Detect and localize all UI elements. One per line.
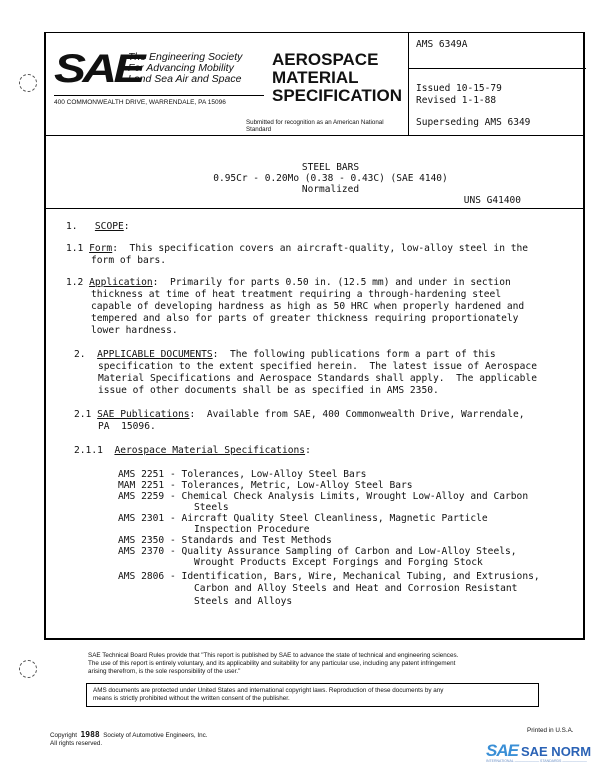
section-2-1-1: 2.1.1 Aerospace Material Specifications: bbox=[74, 445, 311, 456]
board-rules-disclaimer: SAE Technical Board Rules provide that "This report is published by SAE to advance the state of technical and engineering sciences. The use of this report is entirely voluntary, and its applicability and suitability for any particular use, including any patent infringement arising therefrom, is the sole responsibility of the user." bbox=[88, 652, 459, 675]
list-item: AMS 2370 - Quality Assurance Sampling of Carbon and Low-Alloy Steels, bbox=[118, 546, 517, 557]
title-line-3: Normalized bbox=[301, 184, 360, 195]
title-line-1: STEEL BARS bbox=[301, 162, 360, 173]
header-left bbox=[46, 33, 408, 135]
sae-norm-logo-icon: SAE bbox=[486, 741, 518, 760]
section-2-1: 2.1 SAE Publications: Available from SAE, 400 Commonwealth Drive, Warrendale, bbox=[74, 409, 525, 420]
sae-norm-watermark: SAE SAE NORM INTERNATIONAL ——————— STANDARDS ——————— bbox=[486, 741, 592, 763]
section-1-2: 1.2 Application: Primarily for parts 0.50 in. (12.5 mm) and under in section bbox=[66, 277, 511, 288]
sae-tagline: The Engineering Society For Advancing Mobility Land Sea Air and Space bbox=[128, 51, 243, 85]
section-2: 2. APPLICABLE DOCUMENTS: The following publications form a part of this bbox=[74, 349, 496, 360]
list-item: AMS 2350 - Standards and Test Methods bbox=[118, 535, 332, 546]
list-item: AMS 2251 - Tolerances, Low-Alloy Steel Bars bbox=[118, 469, 367, 480]
section-1-1: 1.1 Form: This specification covers an aircraft-quality, low-alloy steel in the bbox=[66, 243, 529, 254]
list-item: MAM 2251 - Tolerances, Metric, Low-Alloy Steel Bars bbox=[118, 480, 413, 491]
sae-address: 400 COMMONWEALTH DRIVE, WARRENDALE, PA 15096 bbox=[54, 95, 264, 106]
sae-logo: SAE bbox=[54, 47, 142, 91]
revision-info bbox=[409, 69, 586, 129]
list-item: AMS 2301 - Aircraft Quality Steel Cleanliness, Magnetic Particle bbox=[118, 513, 488, 524]
spec-frame: SAE The Engineering Society For Advancing Mobility Land Sea Air and Space 400 COMMONWEALTH DRIVE, WARRENDALE, PA 15096 AEROSPACE MATERIAL SPECIFICATION Submitted for recognition as an American National Standard AMS 6349A Issued 10-15-79 Revised 1-1-88 Superseding AMS 6349 STEEL BARS 0.95Cr - 0.20Mo (0.38 - 0.43C) (SAE 4140) Normalized UNS G41400 1. SCOPE: 1.1 Form: This specification covers an aircraft-quality, low-alloy steel in the form of bars. 1.2 Application: Primarily for parts 0.50 in. (12.5 mm) and under in section thickness at time of heat treatment requiring a through-hardening steel capable of developing hardness as high as 50 HRC when properly hardened and tempered and also for parts of greater thickness requiring proportionately lower hardness. 2. APPLICABLE DOCUMENTS: The following publications form a part of this specification to the extent specified herein. The latest issue of Aerospace Material Specifications and Aerospace Standards shall apply. The applicable issue of other documents shall be as specified in AMS 2350. 2.1 SAE Publications: Available from SAE, 400 Commonwealth Drive, Warrendale, PA 15096. 2.1.1 Aerospace Material Specifications: AMS 2251 - Tolerances, Low-Alloy Steel Bars MAM 2251 - Tolerances, Metric, Low-Alloy Steel Bars AMS 2259 - Chemical Check Analysis Limits, Wrought Low-Alloy and Carbon Steels AMS 2301 - Aircraft Quality Steel Cleanliness, Magnetic Particle Inspection Procedure AMS 2350 - Standards and Test Methods AMS 2370 - Quality Assurance Sampling of Carbon and Low-Alloy Steels, Wrought Products Except Forgings and Forging Stock AMS 2806 - Identification, Bars, Wire, Mechanical Tubing, and Extrusions, Carbon and Alloy Steels and Heat and Corrosion Resistant Steels and Alloys bbox=[44, 32, 585, 640]
copyright-notice-box: AMS documents are protected under United States and international copyright laws. Reproduction of these documents by any means is strictly prohibited without the written consent of the publisher. bbox=[86, 683, 539, 707]
list-item: AMS 2806 - Identification, Bars, Wire, Mechanical Tubing, and Extrusions, bbox=[118, 571, 540, 582]
rights-reserved: All rights reserved. bbox=[50, 740, 103, 747]
copyright-line: Copyright 1988 Society of Automotive Engineers, Inc. All rights reserved. bbox=[50, 730, 208, 747]
document-number: AMS 6349A bbox=[409, 33, 586, 69]
header-right bbox=[408, 33, 586, 135]
punch-hole-top bbox=[19, 74, 37, 92]
printed-in: Printed in U.S.A. bbox=[527, 727, 574, 734]
uns-number: UNS G41400 bbox=[463, 195, 521, 206]
punch-hole-bottom bbox=[19, 660, 37, 678]
material-title-box bbox=[46, 135, 585, 209]
issued-date: Issued 10-15-79 bbox=[416, 83, 502, 94]
revised-date: Revised 1-1-88 bbox=[416, 95, 497, 106]
superseding: Superseding AMS 6349 bbox=[416, 117, 531, 128]
title-line-2: 0.95Cr - 0.20Mo (0.38 - 0.43C) (SAE 4140) bbox=[213, 173, 448, 184]
list-item: AMS 2259 - Chemical Check Analysis Limits, Wrought Low-Alloy and Carbon bbox=[118, 491, 529, 502]
ansi-submission-note: Submitted for recognition as an American National Standard bbox=[246, 119, 384, 133]
section-1: 1. SCOPE: bbox=[66, 221, 130, 232]
document-type-title: AEROSPACE MATERIAL SPECIFICATION bbox=[272, 50, 403, 105]
